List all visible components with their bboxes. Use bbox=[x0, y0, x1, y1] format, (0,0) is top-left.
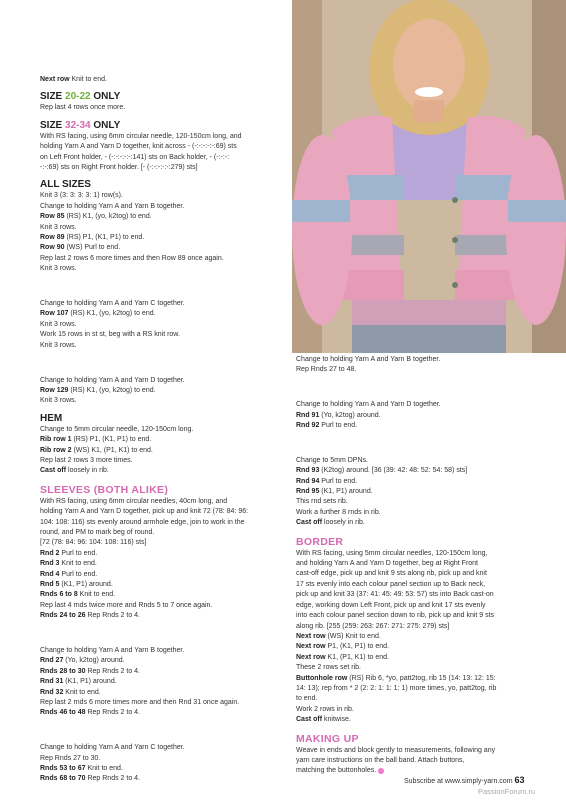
instruction-line bbox=[40, 570, 280, 580]
instruction-label: Cast off bbox=[296, 519, 323, 527]
instruction-line bbox=[296, 569, 532, 579]
instruction-line bbox=[40, 518, 280, 528]
instruction-line bbox=[40, 677, 280, 687]
hem-instructions bbox=[40, 425, 280, 477]
watermark: PassionForum.ru bbox=[478, 787, 536, 796]
instruction-line bbox=[40, 282, 280, 292]
instruction-label: Rib row 1 bbox=[40, 436, 72, 444]
text-line: matching the buttonholes. bbox=[296, 766, 532, 776]
instruction-line bbox=[296, 365, 532, 375]
instruction-line bbox=[40, 601, 280, 611]
instruction-text: (WS) Knit to end. bbox=[325, 632, 381, 640]
instruction-label: Rnd 2 bbox=[40, 549, 60, 557]
instruction-line bbox=[296, 590, 532, 600]
instruction-line bbox=[40, 726, 280, 736]
instruction-line bbox=[40, 466, 280, 476]
instruction-text: Rep last 2 rnds 6 more times more and then Rnd 31 once again. bbox=[40, 699, 240, 707]
instruction-label: Rnd 93 bbox=[296, 467, 320, 475]
instruction-line bbox=[40, 549, 280, 559]
instruction-line bbox=[40, 774, 280, 784]
instruction-line bbox=[40, 386, 280, 396]
instruction-label: Rnd 95 bbox=[296, 488, 320, 496]
instruction-text: (Yo, k2tog) around. bbox=[319, 411, 381, 419]
instruction-text: [72 (78: 84: 96: 104: 108: 116) sts] bbox=[40, 539, 147, 547]
instruction-line bbox=[296, 559, 532, 569]
instruction-text: Work 2 rows in rib. bbox=[296, 705, 354, 713]
instruction-text: Change to holding Yarn A and Yarn D together. bbox=[40, 376, 185, 384]
instruction-line bbox=[40, 743, 280, 753]
size-a-heading: SIZE 20-22 ONLY bbox=[40, 91, 121, 103]
instruction-text: Knit 3 (3: 3: 3: 3: 1) row(s). bbox=[40, 192, 123, 200]
border-heading: BORDER bbox=[296, 535, 344, 548]
instruction-label: Rnd 94 bbox=[296, 477, 320, 485]
instruction-line bbox=[296, 518, 532, 528]
instruction-text: (WS) Purl to end. bbox=[64, 244, 121, 252]
instruction-line bbox=[296, 400, 532, 410]
instruction-text: cast-off edge, pick up and knit 9 sts along rib, pick up and knit bbox=[296, 570, 487, 578]
instruction-text: (Yo, k2tog) around. bbox=[63, 657, 125, 665]
instruction-text: Knit 3 rows. bbox=[40, 265, 77, 273]
instruction-text: With RS facing, using 6mm circular needles, 40cm long, and bbox=[40, 497, 228, 505]
instruction-line bbox=[296, 549, 532, 559]
instruction-line bbox=[296, 438, 532, 448]
instruction-line bbox=[40, 590, 280, 600]
left-column bbox=[40, 75, 280, 785]
instruction-line bbox=[40, 538, 280, 548]
instruction-text: (RS) K1, (yo, k2tog) to end. bbox=[68, 310, 156, 318]
instruction-line bbox=[296, 421, 532, 431]
instruction-line bbox=[296, 601, 532, 611]
instruction-text: Purl to end. bbox=[59, 549, 98, 557]
instruction-label: Rnds 28 to 30 bbox=[40, 667, 86, 675]
instruction-text: (RS) P1, (K1, P1) to end. bbox=[64, 234, 145, 242]
instruction-line bbox=[296, 508, 532, 518]
sleeve-continued-instructions bbox=[296, 355, 532, 529]
instruction-text: Knit to end. bbox=[77, 591, 116, 599]
text-line: holding Yarn A and Yarn D together, knit across - (-:-:-:-:-:69) sts bbox=[40, 143, 237, 151]
instruction-line bbox=[296, 466, 532, 476]
instruction-line bbox=[296, 355, 532, 365]
border-instructions bbox=[296, 549, 532, 726]
hem-heading: HEM bbox=[40, 412, 63, 424]
instruction-text: Rep Rnds 2 to 4. bbox=[85, 709, 140, 717]
instruction-text: P1, (K1, P1) to end. bbox=[325, 643, 389, 651]
instruction-line bbox=[40, 233, 280, 243]
instruction-line bbox=[40, 264, 280, 274]
instruction-line bbox=[296, 632, 532, 642]
text-line: on Left Front holder, - (-:-:-:-:-:141) sts on Back holder, - (-:-:-: bbox=[40, 153, 230, 161]
instruction-text: Rep Rnds 2 to 4. bbox=[85, 775, 140, 783]
instruction-line bbox=[296, 642, 532, 652]
instruction-line bbox=[40, 425, 280, 435]
instruction-line bbox=[296, 674, 532, 684]
instruction-text: (RS) K1, (yo, k2tog) to end. bbox=[68, 386, 156, 394]
instruction-text: loosely in rib. bbox=[66, 467, 109, 475]
instruction-text: Knit 3 rows. bbox=[40, 397, 77, 405]
instruction-label: Row 89 bbox=[40, 234, 65, 242]
instruction-line bbox=[296, 611, 532, 621]
instruction-line bbox=[40, 435, 280, 445]
making-up-heading: MAKING UP bbox=[296, 732, 359, 745]
instruction-text: (K1, P1) around. bbox=[319, 488, 373, 496]
instruction-text: Rep Rnds 2 to 4. bbox=[85, 667, 140, 675]
instruction-label: Rnd 91 bbox=[296, 411, 320, 419]
instruction-text: loosely in rib. bbox=[322, 519, 365, 527]
instruction-line bbox=[40, 708, 280, 718]
instruction-label: Rnds 6 to 8 bbox=[40, 591, 78, 599]
instruction-line bbox=[296, 663, 532, 673]
instruction-line bbox=[296, 497, 532, 507]
instruction-line bbox=[40, 330, 280, 340]
instruction-line bbox=[40, 223, 280, 233]
instruction-line bbox=[40, 528, 280, 538]
page-footer bbox=[404, 775, 525, 787]
text-line: Weave in ends and block gently to measurements, following any bbox=[296, 746, 496, 754]
instruction-label: Rnd 31 bbox=[40, 678, 64, 686]
instruction-text: Rep Rnds 2 to 4. bbox=[85, 612, 140, 620]
instruction-label: Cast off bbox=[296, 716, 323, 724]
instruction-label: Rnd 27 bbox=[40, 657, 64, 665]
instruction-line bbox=[40, 376, 280, 386]
instruction-text: 104: 108: 116) sts evenly around armhole edge, join to work in the bbox=[40, 518, 245, 526]
instruction-label: Next row bbox=[296, 643, 326, 651]
instruction-text: (K1, P1) around. bbox=[63, 678, 117, 686]
instruction-text: Change to holding Yarn A and Yarn C together. bbox=[40, 744, 185, 752]
instruction-text: (RS) P1, (K1, P1) to end. bbox=[71, 436, 152, 444]
model-photo bbox=[292, 0, 566, 353]
instruction-label: Rnds 46 to 48 bbox=[40, 709, 86, 717]
instruction-line bbox=[40, 396, 280, 406]
instruction-label: Rnds 68 to 70 bbox=[40, 775, 86, 783]
instruction-text: Change to holding Yarn A and Yarn B together. bbox=[296, 356, 441, 363]
instruction-text: round, and PM to mark beg of round. bbox=[40, 528, 155, 536]
instruction-label: Rnd 4 bbox=[40, 570, 60, 578]
instruction-line bbox=[40, 299, 280, 309]
all-sizes-heading: ALL SIZES bbox=[40, 179, 91, 191]
instruction-line bbox=[40, 646, 280, 656]
instruction-label: Rnd 92 bbox=[296, 422, 320, 430]
instruction-text: (K2tog) around. [36 (39: 42: 48: 52: 54: 58) sts] bbox=[319, 467, 468, 475]
instruction-label: Row 90 bbox=[40, 244, 65, 252]
instruction-line bbox=[296, 715, 532, 725]
instruction-text: Knit 3 rows. bbox=[40, 341, 77, 349]
instruction-text: Rep last 2 rows 3 more times. bbox=[40, 456, 133, 464]
instruction-text: Knit to end. bbox=[63, 688, 101, 696]
instruction-line bbox=[296, 705, 532, 715]
instruction-text: With RS facing, using 5mm circular needles, 120-150cm long, bbox=[296, 549, 488, 557]
instruction-label: Rnds 24 to 26 bbox=[40, 612, 86, 620]
instruction-text: Work 15 rows in st st, beg with a RS knit row. bbox=[40, 331, 180, 339]
instruction-text: Purl to end. bbox=[59, 570, 98, 578]
instruction-line bbox=[296, 487, 532, 497]
instruction-line bbox=[40, 688, 280, 698]
instruction-line bbox=[40, 764, 280, 774]
instruction-label: Rnd 5 bbox=[40, 581, 60, 588]
instruction-line bbox=[40, 629, 280, 639]
instruction-line bbox=[40, 212, 280, 222]
instruction-label: Next row bbox=[296, 632, 326, 640]
text-line: With RS facing, using 6mm circular needle, 120-150cm long, and bbox=[40, 132, 242, 140]
instruction-label: Row 85 bbox=[40, 213, 65, 221]
instruction-label: Row 129 bbox=[40, 386, 69, 394]
next-row-line: Next row Knit to end. bbox=[40, 76, 107, 83]
instruction-line bbox=[40, 754, 280, 764]
instruction-text: edge, working down Left Front, pick up and knit 17 sts evenly bbox=[296, 601, 486, 609]
instruction-line bbox=[296, 477, 532, 487]
instruction-text: K1, (P1, K1) to end. bbox=[325, 653, 389, 661]
instruction-text: Work a further 8 rnds in rib. bbox=[296, 508, 381, 516]
instruction-text: Knit 3 rows. bbox=[40, 223, 77, 231]
right-column bbox=[296, 355, 532, 777]
instruction-line bbox=[40, 243, 280, 253]
instruction-label: Next row bbox=[296, 653, 326, 661]
size-b-heading: SIZE 32-34 ONLY bbox=[40, 119, 121, 131]
instruction-line bbox=[40, 611, 280, 621]
instruction-text: 17 sts evenly into each colour panel section up to Back neck, bbox=[296, 580, 486, 588]
instruction-line bbox=[40, 309, 280, 319]
instruction-text: Knit 3 rows. bbox=[40, 320, 77, 328]
size-b-text bbox=[40, 132, 280, 174]
instruction-line bbox=[40, 507, 280, 517]
instruction-line bbox=[40, 191, 280, 201]
page-number: 63 bbox=[514, 775, 525, 785]
instruction-text: Change to 5mm circular needle, 120-150cm long. bbox=[40, 425, 194, 433]
instruction-text: and holding Yarn A and Yarn D together, beg at Right Front bbox=[296, 560, 478, 568]
instruction-line bbox=[40, 446, 280, 456]
instruction-text: along rib. [255 (259: 263: 267: 271: 275: 279) sts] bbox=[296, 622, 450, 630]
instruction-line bbox=[296, 383, 532, 393]
instruction-text: Change to 5mm DPNs. bbox=[296, 456, 368, 464]
subscribe-text: Subscribe at www.simply-yarn.com bbox=[404, 778, 513, 785]
all-sizes-instructions bbox=[40, 191, 280, 406]
instruction-text: Rep Rnds 27 to 30. bbox=[40, 754, 101, 762]
instruction-label: Rnds 53 to 67 bbox=[40, 765, 86, 773]
instruction-line bbox=[296, 694, 532, 704]
instruction-line bbox=[296, 653, 532, 663]
instruction-line bbox=[40, 497, 280, 507]
instruction-line bbox=[40, 254, 280, 264]
instruction-text: Purl to end. bbox=[319, 477, 358, 485]
instruction-text: Rep Rnds 27 to 48. bbox=[296, 366, 357, 374]
instruction-label: Cast off bbox=[40, 467, 67, 475]
instruction-label: Rnd 3 bbox=[40, 560, 60, 568]
instruction-line bbox=[296, 622, 532, 632]
instruction-line bbox=[40, 202, 280, 212]
instruction-line bbox=[40, 358, 280, 368]
instruction-line bbox=[40, 456, 280, 466]
instruction-text: This rnd sets rib. bbox=[296, 498, 348, 506]
instruction-text: Knit to end. bbox=[59, 560, 97, 568]
instruction-text: knitwise. bbox=[322, 716, 351, 724]
instruction-text: Knit to end. bbox=[85, 765, 123, 773]
instruction-line bbox=[40, 341, 280, 351]
end-dot-icon bbox=[378, 768, 384, 774]
instruction-text: Change to holding Yarn A and Yarn C together. bbox=[40, 300, 185, 308]
text-line: yarn care instructions on the ball band. Attach buttons, bbox=[296, 756, 465, 764]
instruction-label: Rib row 2 bbox=[40, 446, 72, 454]
instruction-text: Rep last 4 rnds twice more and Rnds 5 to 7 once again. bbox=[40, 601, 213, 609]
instruction-line bbox=[296, 684, 532, 694]
cardigan-photo-illustration bbox=[292, 0, 566, 353]
text-line: -:-:69) sts on Right Front holder. [- (-:-:-:-:-:279) sts] bbox=[40, 164, 198, 172]
instruction-text: Change to holding Yarn A and Yarn B together. bbox=[40, 202, 185, 210]
instruction-line bbox=[40, 656, 280, 666]
instruction-text: 14: 13); rep from * 2 (2: 2: 1: 1: 1: 1) more times, yo, patt2tog, rib bbox=[296, 684, 497, 692]
sleeves-heading: SLEEVES (BOTH ALIKE) bbox=[40, 483, 169, 496]
instruction-line bbox=[296, 580, 532, 590]
instruction-text: (K1, P1) around. bbox=[59, 581, 113, 588]
instruction-label: Buttonhole row bbox=[296, 674, 348, 682]
instruction-line bbox=[40, 667, 280, 677]
instruction-text: (RS) Rib 6, *yo, patt2tog, rib 15 (14: 13: 12: 15: bbox=[347, 674, 496, 682]
instruction-line bbox=[296, 411, 532, 421]
instruction-label: Row 107 bbox=[40, 310, 69, 318]
instruction-text: Change to holding Yarn A and Yarn B together. bbox=[40, 647, 185, 655]
instruction-text: Purl to end. bbox=[319, 422, 358, 430]
instruction-label: Rnd 32 bbox=[40, 688, 64, 696]
instruction-line bbox=[40, 320, 280, 330]
making-up-instructions bbox=[296, 746, 532, 777]
instruction-text: holding Yarn A and Yarn D together, pick up and knit 72 (78: 84: 96: bbox=[40, 508, 249, 516]
instruction-text: Change to holding Yarn A and Yarn D together. bbox=[296, 401, 441, 409]
sleeves-instructions bbox=[40, 497, 280, 785]
size-a-text: Rep last 4 rows once more. bbox=[40, 104, 126, 112]
instruction-text: (WS) K1, (P1, K1) to end. bbox=[71, 446, 153, 454]
instruction-line bbox=[296, 456, 532, 466]
instruction-line bbox=[40, 580, 280, 590]
instruction-text: pick up and knit 33 (37: 41: 45: 49: 53: 57) sts into Back cast-on bbox=[296, 591, 494, 599]
instruction-text: into each colour panel section down to rib, pick up and knit 9 sts bbox=[296, 612, 495, 620]
instruction-text: (RS) K1, (yo, k2tog) to end. bbox=[64, 213, 152, 221]
instruction-text: Rep last 2 rows 6 more times and then Row 89 once again. bbox=[40, 254, 224, 262]
instruction-text: to end. bbox=[296, 695, 318, 703]
instruction-line bbox=[40, 698, 280, 708]
instruction-text: These 2 rows set rib. bbox=[296, 664, 361, 672]
instruction-line bbox=[40, 559, 280, 569]
